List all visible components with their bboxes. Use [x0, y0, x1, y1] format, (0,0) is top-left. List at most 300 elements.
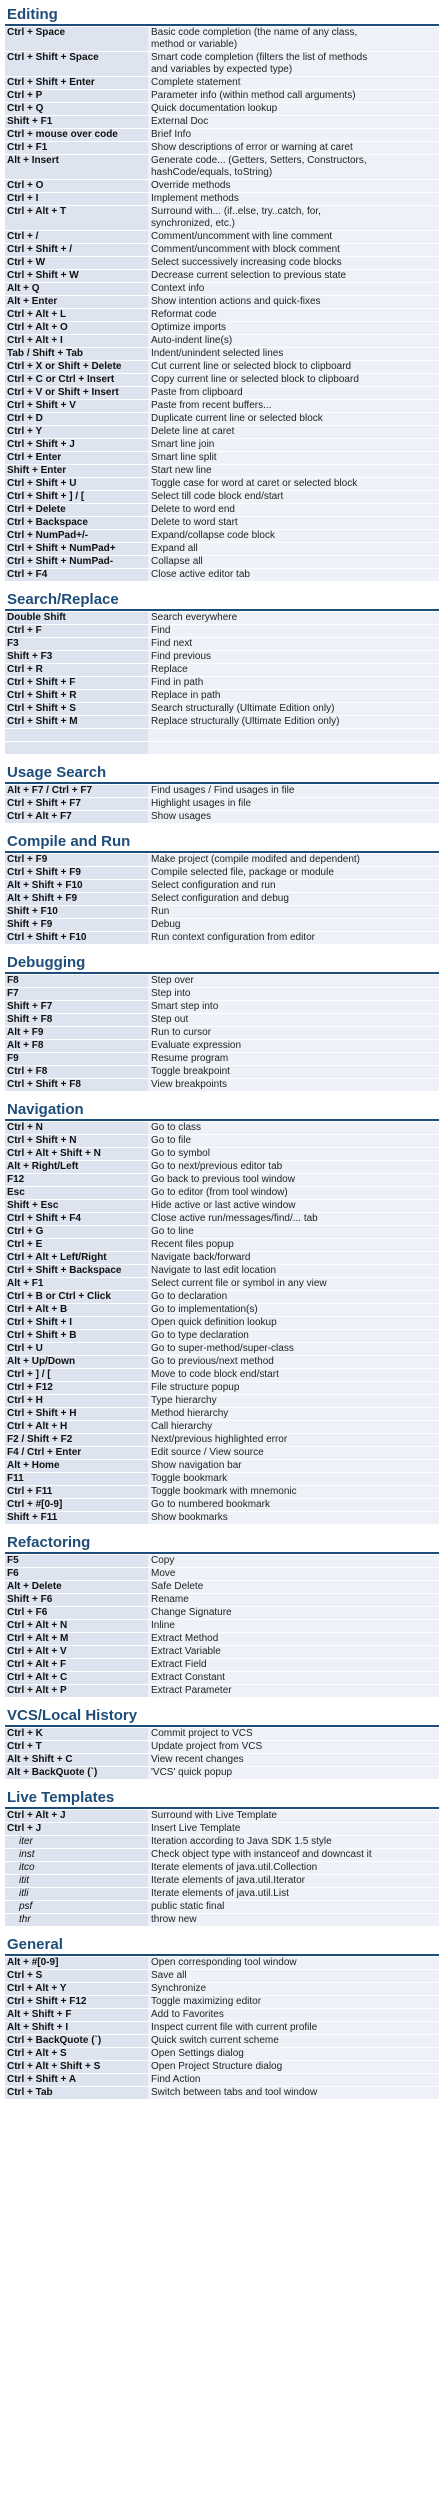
- shortcut-row: [5, 257, 439, 270]
- shortcut-description: Highlight usages in file: [148, 798, 439, 810]
- shortcut-description: Replace: [148, 664, 439, 676]
- shortcut-key: Alt + Insert: [7, 155, 59, 166]
- shortcut-description: Iterate elements of java.util.Collection: [148, 1862, 439, 1874]
- shortcut-row: [5, 1027, 439, 1040]
- shortcut-key: Shift + F1: [7, 116, 53, 127]
- shortcut-row: [5, 703, 439, 716]
- shortcut-key: Shift + F10: [7, 906, 58, 917]
- shortcut-key: Ctrl + Alt + B: [7, 1304, 68, 1315]
- shortcut-description: Show descriptions of error or warning at caret: [148, 142, 439, 154]
- shortcut-row: [5, 1810, 439, 1823]
- shortcut-key: Ctrl + F1: [7, 142, 48, 153]
- shortcut-row: [5, 811, 439, 824]
- shortcut-key: Ctrl + Shift + J: [7, 439, 75, 450]
- section-compile-and-run: [5, 833, 439, 945]
- shortcut-row: [5, 1901, 439, 1914]
- shortcut-description: Delete line at caret: [148, 426, 439, 438]
- shortcut-description: Collapse all: [148, 556, 439, 568]
- shortcut-key: F2 / Shift + F2: [7, 1434, 73, 1445]
- shortcut-description: Rename: [148, 1594, 439, 1606]
- section-search-replace: [5, 591, 439, 755]
- shortcut-row: [5, 1957, 439, 1970]
- shortcut-description: Find usages / Find usages in file: [148, 785, 439, 797]
- shortcut-description: Find Action: [148, 2074, 439, 2086]
- shortcut-description: Method hierarchy: [148, 1408, 439, 1420]
- shortcut-key: F3: [7, 638, 19, 649]
- shortcut-table: [5, 1957, 439, 2100]
- shortcut-description: Smart line join: [148, 439, 439, 451]
- shortcut-key: Ctrl + Enter: [7, 452, 62, 463]
- shortcut-description: Expand all: [148, 543, 439, 555]
- shortcut-key: Ctrl + Shift + U: [7, 478, 77, 489]
- shortcut-description: Toggle case for word at caret or selected block: [148, 478, 439, 490]
- shortcut-key: Ctrl + F8: [7, 1066, 48, 1077]
- shortcut-description: Brief Info: [148, 129, 439, 141]
- shortcut-row: [5, 1001, 439, 1014]
- section-navigation: [5, 1101, 439, 1525]
- shortcut-key: Ctrl + Alt + T: [7, 206, 67, 217]
- shortcut-key: Alt + Q: [7, 283, 40, 294]
- shortcut-row: [5, 651, 439, 664]
- shortcut-row: [5, 1728, 439, 1741]
- shortcut-description: Show bookmarks: [148, 1512, 439, 1524]
- shortcut-row: [5, 27, 439, 52]
- shortcut-key: Ctrl + V or Shift + Insert: [7, 387, 119, 398]
- shortcut-row: [5, 906, 439, 919]
- shortcut-table: [5, 975, 439, 1092]
- shortcut-row: [5, 1836, 439, 1849]
- shortcut-description: Hide active or last active window: [148, 1200, 439, 1212]
- shortcut-description: Find next: [148, 638, 439, 650]
- shortcut-key: Ctrl + F4: [7, 569, 48, 580]
- shortcut-key: Ctrl + Shift + F12: [7, 1996, 87, 2007]
- section-vcs-local-history: [5, 1707, 439, 1780]
- shortcut-row: [5, 1607, 439, 1620]
- shortcut-row: [5, 1174, 439, 1187]
- section-title: Usage Search: [5, 764, 439, 784]
- shortcut-key: F4 / Ctrl + Enter: [7, 1447, 82, 1458]
- shortcut-description: Open quick definition lookup: [148, 1317, 439, 1329]
- shortcut-description: Safe Delete: [148, 1581, 439, 1593]
- shortcut-key: Ctrl + Space: [7, 27, 66, 38]
- shortcut-description: Go to super-method/super-class: [148, 1343, 439, 1355]
- shortcut-description: Toggle breakpoint: [148, 1066, 439, 1078]
- shortcut-description: Basic code completion (the name of any class, method or variable): [148, 27, 439, 51]
- shortcut-key: F5: [7, 1555, 19, 1566]
- shortcut-row: [5, 387, 439, 400]
- shortcut-description: Comment/uncomment with block comment: [148, 244, 439, 256]
- shortcut-row: [5, 1291, 439, 1304]
- shortcut-key: Ctrl + Y: [7, 426, 43, 437]
- shortcut-row: [5, 1486, 439, 1499]
- shortcut-row: [5, 180, 439, 193]
- shortcut-key: Ctrl + Delete: [7, 504, 66, 515]
- shortcut-key: iter: [19, 1836, 33, 1847]
- shortcut-description: Change Signature: [148, 1607, 439, 1619]
- shortcut-row: [5, 1356, 439, 1369]
- shortcut-key: Shift + Enter: [7, 465, 67, 476]
- shortcut-row: [5, 1421, 439, 1434]
- shortcut-key: Shift + F7: [7, 1001, 53, 1012]
- shortcut-description: Search structurally (Ultimate Edition only): [148, 703, 439, 715]
- shortcut-key: Ctrl + R: [7, 664, 43, 675]
- shortcut-key: inst: [19, 1849, 35, 1860]
- shortcut-description: Context info: [148, 283, 439, 295]
- shortcut-row: [5, 103, 439, 116]
- shortcut-row: [5, 569, 439, 582]
- shortcut-key: Shift + Esc: [7, 1200, 59, 1211]
- shortcut-key: Ctrl + Alt + Shift + S: [7, 2061, 101, 2072]
- shortcut-description: Navigate to last edit location: [148, 1265, 439, 1277]
- shortcut-description: Close active editor tab: [148, 569, 439, 581]
- shortcut-row: [5, 142, 439, 155]
- shortcut-row: [5, 1996, 439, 2009]
- shortcut-key: [5, 742, 148, 754]
- shortcut-description: Make project (compile modifed and dependent): [148, 854, 439, 866]
- shortcut-description: Cut current line or selected block to clipboard: [148, 361, 439, 373]
- shortcut-row: [5, 2048, 439, 2061]
- section-title: Navigation: [5, 1101, 439, 1121]
- shortcut-key: Ctrl + F6: [7, 1607, 48, 1618]
- shortcut-row: [5, 677, 439, 690]
- shortcut-row: [5, 1767, 439, 1780]
- shortcut-row: [5, 1741, 439, 1754]
- shortcut-table: [5, 1555, 439, 1698]
- shortcut-description: Replace in path: [148, 690, 439, 702]
- shortcut-key: Ctrl + Tab: [7, 2087, 53, 2098]
- shortcut-description: Select till code block end/start: [148, 491, 439, 503]
- shortcut-row: [5, 1408, 439, 1421]
- shortcut-key: Tab / Shift + Tab: [7, 348, 84, 359]
- shortcut-row: [5, 2035, 439, 2048]
- shortcut-description: Toggle bookmark with mnemonic: [148, 1486, 439, 1498]
- shortcut-key: psf: [19, 1901, 33, 1912]
- shortcut-row: [5, 1066, 439, 1079]
- shortcut-row: [5, 742, 439, 755]
- shortcut-key: Ctrl + Alt + P: [7, 1685, 67, 1696]
- shortcut-table: [5, 785, 439, 824]
- shortcut-row: [5, 1512, 439, 1525]
- shortcut-key: Ctrl + Shift + NumPad-: [7, 556, 114, 567]
- section-general: [5, 1936, 439, 2100]
- shortcut-row: [5, 1460, 439, 1473]
- shortcut-row: [5, 348, 439, 361]
- shortcut-description: File structure popup: [148, 1382, 439, 1394]
- shortcut-description: Add to Favorites: [148, 2009, 439, 2021]
- shortcut-row: [5, 1226, 439, 1239]
- shortcut-key: Ctrl + Shift + Enter: [7, 77, 95, 88]
- shortcut-key: Ctrl + F12: [7, 1382, 53, 1393]
- shortcut-key: Alt + Shift + I: [7, 2022, 69, 2033]
- shortcut-key: Alt + Enter: [7, 296, 58, 307]
- shortcut-key: Alt + F9: [7, 1027, 44, 1038]
- shortcut-row: [5, 116, 439, 129]
- shortcut-description: Extract Constant: [148, 1672, 439, 1684]
- shortcut-key: Alt + F1: [7, 1278, 44, 1289]
- shortcut-description: Iteration according to Java SDK 1.5 style: [148, 1836, 439, 1848]
- shortcut-description: Indent/unindent selected lines: [148, 348, 439, 360]
- shortcut-row: [5, 1187, 439, 1200]
- shortcut-key: Ctrl + C or Ctrl + Insert: [7, 374, 115, 385]
- shortcut-description: Extract Parameter: [148, 1685, 439, 1697]
- shortcut-key: Ctrl + F: [7, 625, 42, 636]
- shortcut-key: Ctrl + J: [7, 1823, 42, 1834]
- shortcut-row: [5, 413, 439, 426]
- shortcut-key: Ctrl + I: [7, 193, 39, 204]
- section-refactoring: [5, 1534, 439, 1698]
- section-title: Search/Replace: [5, 591, 439, 611]
- shortcut-description: Call hierarchy: [148, 1421, 439, 1433]
- shortcut-row: [5, 2074, 439, 2087]
- shortcut-key: Ctrl + Shift + V: [7, 400, 76, 411]
- shortcut-key: Ctrl + Q: [7, 103, 44, 114]
- shortcut-description: Delete to word end: [148, 504, 439, 516]
- shortcut-description: Start new line: [148, 465, 439, 477]
- shortcut-row: [5, 1754, 439, 1767]
- shortcut-description: Step into: [148, 988, 439, 1000]
- shortcut-description: Find previous: [148, 651, 439, 663]
- shortcut-key: Ctrl + Alt + N: [7, 1620, 68, 1631]
- shortcut-key: Ctrl + F11: [7, 1486, 53, 1497]
- shortcut-key: Ctrl + Alt + H: [7, 1421, 68, 1432]
- shortcut-row: [5, 1970, 439, 1983]
- shortcut-row: [5, 193, 439, 206]
- shortcut-row: [5, 1079, 439, 1092]
- shortcut-row: [5, 798, 439, 811]
- shortcut-row: [5, 1499, 439, 1512]
- shortcut-key: Ctrl + #[0-9]: [7, 1499, 63, 1510]
- shortcut-description: Expand/collapse code block: [148, 530, 439, 542]
- shortcut-description: Smart code completion (filters the list of methods and variables by expected type): [148, 52, 439, 76]
- shortcut-description: View recent changes: [148, 1754, 439, 1766]
- shortcut-key: Ctrl + P: [7, 90, 43, 101]
- shortcut-row: [5, 1369, 439, 1382]
- shortcut-description: Show navigation bar: [148, 1460, 439, 1472]
- shortcut-key: Ctrl + H: [7, 1395, 43, 1406]
- shortcut-row: [5, 206, 439, 231]
- shortcut-description: Open corresponding tool window: [148, 1957, 439, 1969]
- shortcut-key: Ctrl + Alt + I: [7, 335, 63, 346]
- shortcut-key: Alt + Home: [7, 1460, 60, 1471]
- shortcut-description: Check object type with instanceof and downcast it: [148, 1849, 439, 1861]
- shortcut-row: [5, 283, 439, 296]
- shortcut-description: Commit project to VCS: [148, 1728, 439, 1740]
- shortcut-description: Move to code block end/start: [148, 1369, 439, 1381]
- shortcut-row: [5, 1053, 439, 1066]
- shortcut-key: itit: [19, 1875, 29, 1886]
- shortcut-key: Ctrl + Alt + C: [7, 1672, 68, 1683]
- shortcut-description: Next/previous highlighted error: [148, 1434, 439, 1446]
- shortcut-key: F9: [7, 1053, 19, 1064]
- shortcut-description: Compile selected file, package or module: [148, 867, 439, 879]
- shortcut-table: [5, 854, 439, 945]
- shortcut-description: Replace structurally (Ultimate Edition only): [148, 716, 439, 728]
- shortcut-description: Save all: [148, 1970, 439, 1982]
- shortcut-description: Go to type declaration: [148, 1330, 439, 1342]
- shortcut-description: Show intention actions and quick-fixes: [148, 296, 439, 308]
- shortcut-description: Open Project Structure dialog: [148, 2061, 439, 2073]
- shortcut-row: [5, 1581, 439, 1594]
- shortcut-key: Alt + F8: [7, 1040, 44, 1051]
- shortcut-key: Ctrl + /: [7, 231, 39, 242]
- shortcut-description: Implement methods: [148, 193, 439, 205]
- shortcut-description: Select configuration and debug: [148, 893, 439, 905]
- shortcut-key: Ctrl + O: [7, 180, 44, 191]
- shortcut-row: [5, 465, 439, 478]
- shortcut-row: [5, 335, 439, 348]
- shortcut-row: [5, 975, 439, 988]
- shortcut-row: [5, 1161, 439, 1174]
- shortcut-key: Ctrl + Shift + F10: [7, 932, 87, 943]
- shortcut-row: [5, 374, 439, 387]
- shortcut-row: [5, 1382, 439, 1395]
- shortcut-key: Ctrl + E: [7, 1239, 43, 1250]
- shortcut-description: Synchronize: [148, 1983, 439, 1995]
- shortcut-description: Go to declaration: [148, 1291, 439, 1303]
- shortcut-key: Alt + #[0-9]: [7, 1957, 59, 1968]
- shortcut-row: [5, 77, 439, 90]
- shortcut-description: Auto-indent line(s): [148, 335, 439, 347]
- shortcut-key: Ctrl + Shift + Backspace: [7, 1265, 122, 1276]
- shortcut-row: [5, 932, 439, 945]
- shortcut-description: Inspect current file with current profile: [148, 2022, 439, 2034]
- shortcut-row: [5, 543, 439, 556]
- shortcut-row: [5, 400, 439, 413]
- shortcut-row: [5, 452, 439, 465]
- shortcut-description: Complete statement: [148, 77, 439, 89]
- shortcut-description: Navigate back/forward: [148, 1252, 439, 1264]
- shortcut-key: Ctrl + Alt + O: [7, 322, 68, 333]
- shortcut-key: Ctrl + Shift + N: [7, 1135, 77, 1146]
- shortcut-row: [5, 1040, 439, 1053]
- shortcut-key: Ctrl + Shift + F4: [7, 1213, 81, 1224]
- shortcut-table: [5, 27, 439, 582]
- shortcut-row: [5, 1343, 439, 1356]
- shortcut-description: Search everywhere: [148, 612, 439, 624]
- shortcut-description: Recent files popup: [148, 1239, 439, 1251]
- shortcut-description: public static final: [148, 1901, 439, 1913]
- section-title: Debugging: [5, 954, 439, 974]
- shortcut-key: Ctrl + Shift + A: [7, 2074, 77, 2085]
- shortcut-row: [5, 439, 439, 452]
- shortcut-key: Ctrl + Alt + M: [7, 1633, 69, 1644]
- shortcut-description: Override methods: [148, 180, 439, 192]
- shortcut-key: Ctrl + Shift + ] / [: [7, 491, 85, 502]
- shortcut-description: Iterate elements of java.util.List: [148, 1888, 439, 1900]
- shortcut-key: Ctrl + mouse over code: [7, 129, 118, 140]
- shortcut-description: Evaluate expression: [148, 1040, 439, 1052]
- shortcut-description: Go to file: [148, 1135, 439, 1147]
- shortcut-key: Shift + F6: [7, 1594, 53, 1605]
- shortcut-table: [5, 612, 439, 755]
- shortcut-description: Go to symbol: [148, 1148, 439, 1160]
- shortcut-row: [5, 129, 439, 142]
- shortcut-description: Quick switch current scheme: [148, 2035, 439, 2047]
- shortcut-description: Smart step into: [148, 1001, 439, 1013]
- shortcut-key: Ctrl + Alt + Left/Right: [7, 1252, 107, 1263]
- shortcut-description: Delete to word start: [148, 517, 439, 529]
- shortcut-row: [5, 2009, 439, 2022]
- shortcut-description: Run to cursor: [148, 1027, 439, 1039]
- shortcut-key: Alt + Shift + F10: [7, 880, 83, 891]
- section-title: Live Templates: [5, 1789, 439, 1809]
- shortcut-key: Ctrl + Shift + B: [7, 1330, 77, 1341]
- shortcut-description: Extract Method: [148, 1633, 439, 1645]
- shortcut-key: Ctrl + D: [7, 413, 43, 424]
- shortcut-description: Select current file or symbol in any view: [148, 1278, 439, 1290]
- shortcut-description: Comment/uncomment with line comment: [148, 231, 439, 243]
- shortcut-row: [5, 690, 439, 703]
- shortcut-key: Ctrl + B or Ctrl + Click: [7, 1291, 111, 1302]
- shortcut-row: [5, 1200, 439, 1213]
- section-title: Compile and Run: [5, 833, 439, 853]
- shortcut-description: Run: [148, 906, 439, 918]
- shortcut-description: Surround with... (if..else, try..catch, for, synchronized, etc.): [148, 206, 439, 230]
- shortcut-key: Ctrl + Shift + /: [7, 244, 73, 255]
- shortcut-row: [5, 504, 439, 517]
- shortcut-row: [5, 517, 439, 530]
- shortcut-key: Ctrl + Shift + NumPad+: [7, 543, 116, 554]
- shortcut-description: Inline: [148, 1620, 439, 1632]
- shortcut-key: Esc: [7, 1187, 25, 1198]
- shortcut-row: [5, 729, 439, 742]
- shortcut-key: Ctrl + S: [7, 1970, 43, 1981]
- shortcut-description: Move: [148, 1568, 439, 1580]
- shortcut-description: Find in path: [148, 677, 439, 689]
- shortcut-key: Alt + Shift + F9: [7, 893, 78, 904]
- shortcut-key: Ctrl + G: [7, 1226, 44, 1237]
- shortcut-key: thr: [19, 1914, 31, 1925]
- shortcut-key: Ctrl + ] / [: [7, 1369, 51, 1380]
- shortcut-key: [5, 729, 148, 741]
- shortcut-row: [5, 867, 439, 880]
- shortcut-key: Ctrl + Alt + L: [7, 309, 67, 320]
- shortcut-row: [5, 1239, 439, 1252]
- shortcut-row: [5, 1983, 439, 1996]
- shortcut-row: [5, 478, 439, 491]
- shortcut-key: Ctrl + Alt + F7: [7, 811, 72, 822]
- shortcut-key: Shift + F9: [7, 919, 53, 930]
- shortcut-description: [148, 742, 439, 754]
- shortcut-key: Ctrl + Shift + W: [7, 270, 79, 281]
- shortcut-description: Extract Field: [148, 1659, 439, 1671]
- shortcut-key: itco: [19, 1862, 35, 1873]
- shortcut-row: [5, 1555, 439, 1568]
- shortcut-row: [5, 1862, 439, 1875]
- shortcut-table: [5, 1810, 439, 1927]
- shortcut-key: Ctrl + Shift + F: [7, 677, 76, 688]
- section-editing: [5, 6, 439, 582]
- shortcut-row: [5, 638, 439, 651]
- shortcut-row: [5, 854, 439, 867]
- shortcut-key: Ctrl + Shift + F9: [7, 867, 81, 878]
- shortcut-row: [5, 716, 439, 729]
- shortcut-row: [5, 556, 439, 569]
- shortcut-key: F6: [7, 1568, 19, 1579]
- shortcut-row: [5, 1594, 439, 1607]
- shortcut-row: [5, 1875, 439, 1888]
- shortcut-description: Iterate elements of java.util.Iterator: [148, 1875, 439, 1887]
- shortcut-key: Ctrl + U: [7, 1343, 43, 1354]
- shortcut-key: Alt + BackQuote (`): [7, 1767, 98, 1778]
- shortcut-description: Go to editor (from tool window): [148, 1187, 439, 1199]
- shortcut-description: throw new: [148, 1914, 439, 1926]
- shortcut-description: Quick documentation lookup: [148, 103, 439, 115]
- shortcut-key: Ctrl + Alt + V: [7, 1646, 67, 1657]
- shortcut-key: Ctrl + BackQuote (`): [7, 2035, 102, 2046]
- shortcut-row: [5, 52, 439, 77]
- shortcut-key: Ctrl + K: [7, 1728, 43, 1739]
